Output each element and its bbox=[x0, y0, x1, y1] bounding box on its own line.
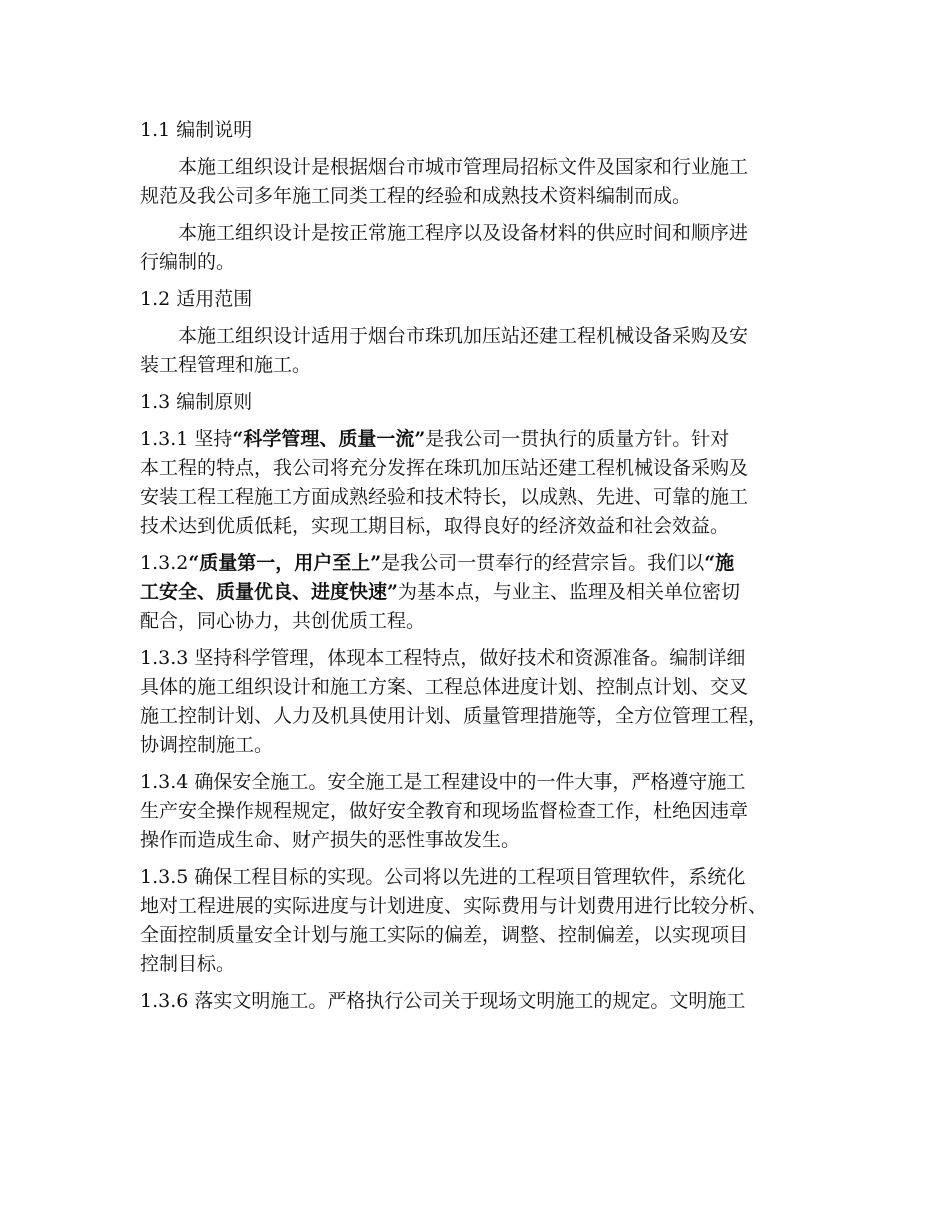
bold-text: “质量第一，用户至上” bbox=[188, 552, 382, 574]
text-line: 本施工组织设计是根据烟台市城市管理局招标文件及国家和行业施工 bbox=[178, 156, 749, 178]
text-run: 为基本点，与业主、监理及相关单位密切 bbox=[397, 581, 740, 603]
text-run: 是我公司一贯奉行的经营宗旨。我们以 bbox=[381, 552, 705, 574]
text-line: 1.3.4 确保安全施工。安全施工是工程建设中的一件大事，严格遵守施工 bbox=[140, 771, 746, 793]
heading-1-3 bbox=[140, 388, 840, 417]
text-line bbox=[140, 549, 840, 578]
paragraph-1-3-6 bbox=[140, 987, 840, 1016]
text-line: 生产安全操作规程规定，做好安全教育和现场监督检查工作，杜绝因违章 bbox=[140, 800, 749, 822]
text-line: 安装工程工程施工方面成熟经验和技术特长，以成熟、先进、可靠的施工 bbox=[140, 486, 749, 508]
paragraph-1-3-4 bbox=[140, 768, 840, 855]
text-line: 规范及我公司多年施工同类工程的经验和成熟技术资料编制而成。 bbox=[140, 185, 692, 207]
text-line: 本工程的特点，我公司将充分发挥在珠玑加压站还建工程机械设备采购及 bbox=[140, 457, 749, 479]
heading-1-1 bbox=[140, 116, 840, 145]
text-line: 操作而造成生命、财产损失的恶性事故发生。 bbox=[140, 829, 521, 851]
text-run: 是我公司一贯执行的质量方针。针对 bbox=[425, 428, 730, 450]
paragraph-1-3-1 bbox=[140, 425, 840, 541]
text-run: 1.3.1 坚持 bbox=[140, 428, 233, 450]
text-run: 1.3.2 bbox=[140, 552, 189, 574]
paragraph-1-3-5 bbox=[140, 863, 840, 979]
text-line bbox=[140, 578, 840, 607]
text-line: 技术达到优质低耗，实现工期目标，取得良好的经济效益和社会效益。 bbox=[140, 515, 730, 537]
heading-1-2 bbox=[140, 285, 840, 314]
text-line: 1.3.3 坚持科学管理，体现本工程特点，做好技术和资源准备。编制详细 bbox=[140, 647, 746, 669]
text-line: 装工程管理和施工。 bbox=[140, 354, 312, 376]
text-line: 具体的施工组织设计和施工方案、工程总体进度计划、控制点计划、交叉 bbox=[140, 676, 749, 698]
text-line bbox=[140, 425, 840, 454]
bold-text: “科学管理、质量一流” bbox=[232, 428, 426, 450]
text-line: 全面控制质量安全计划与施工实际的偏差，调整、控制偏差，以实现项目 bbox=[140, 924, 749, 946]
paragraph-scope bbox=[140, 322, 840, 380]
text-line: 配合，同心协力，共创优质工程。 bbox=[140, 610, 426, 632]
bold-text: “施 bbox=[704, 552, 735, 574]
text-line: 本施工组织设计适用于烟台市珠玑加压站还建工程机械设备采购及安 bbox=[178, 325, 749, 347]
text-line: 协调控制施工。 bbox=[140, 734, 274, 756]
paragraph-1-3-3 bbox=[140, 644, 840, 760]
text-line: 行编制的。 bbox=[140, 251, 236, 273]
text-line: 地对工程进展的实际进度与计划进度、实际费用与计划费用进行比较分析、 bbox=[140, 895, 768, 917]
paragraph-compilation-sequence bbox=[140, 219, 840, 277]
text-line: 1.3.5 确保工程目标的实现。公司将以先进的工程项目管理软件，系统化 bbox=[140, 866, 746, 888]
bold-text: 工安全、质量优良、进度快速” bbox=[140, 581, 398, 603]
text-line: 本施工组织设计是按正常施工程序以及设备材料的供应时间和顺序进 bbox=[178, 222, 749, 244]
text-line: 1.3 编制原则 bbox=[140, 391, 253, 413]
paragraph-compilation-basis bbox=[140, 153, 840, 211]
document-body bbox=[140, 116, 840, 1024]
text-line: 控制目标。 bbox=[140, 953, 236, 975]
text-line: 1.3.6 落实文明施工。严格执行公司关于现场文明施工的规定。文明施工 bbox=[140, 990, 746, 1012]
text-line: 1.2 适用范围 bbox=[140, 288, 253, 310]
paragraph-1-3-2 bbox=[140, 549, 840, 636]
text-line: 1.1 编制说明 bbox=[140, 119, 253, 141]
text-line: 施工控制计划、人力及机具使用计划、质量管理措施等，全方位管理工程， bbox=[140, 705, 768, 727]
